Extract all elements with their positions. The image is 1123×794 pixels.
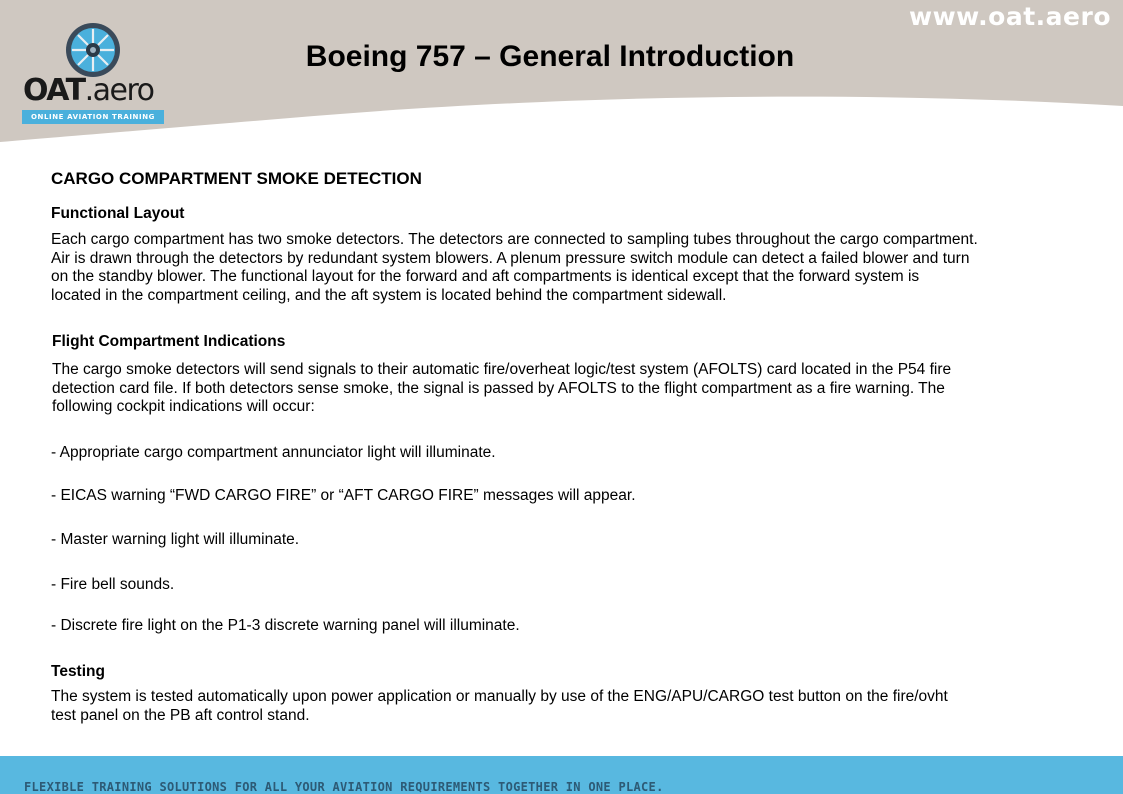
flight-compartment-heading: Flight Compartment Indications	[52, 333, 286, 350]
paragraph-line: detection card file. If both detectors sense smoke, the signal is passed by AFOLTS to the flight compartment as a fire warning. The	[52, 379, 945, 397]
indication-item: - EICAS warning “FWD CARGO FIRE” or “AFT CARGO FIRE” messages will appear.	[51, 487, 636, 504]
functional-layout-paragraph	[51, 231, 1081, 305]
testing-paragraph	[51, 688, 1081, 725]
indication-item: - Discrete fire light on the P1-3 discrete warning panel will illuminate.	[51, 617, 520, 634]
section-title: CARGO COMPARTMENT SMOKE DETECTION	[51, 169, 422, 188]
logo-wordmark	[23, 74, 153, 108]
site-url[interactable]: www.oat.aero	[908, 2, 1111, 31]
paragraph-line: The cargo smoke detectors will send signals to their automatic fire/overheat logic/test system (AFOLTS) card located in the P54 fire	[52, 361, 952, 378]
paragraph-line: on the standby blower. The functional layout for the forward and aft compartments is identical except that the forward system is	[51, 268, 920, 285]
page-title: Boeing 757 – General Introduction	[305, 40, 795, 73]
functional-layout-heading: Functional Layout	[51, 205, 185, 222]
paragraph-line: Air is drawn through the detectors by redundant system blowers. A plenum pressure switch module can detect a failed blower and turn	[51, 249, 970, 267]
paragraph-line: test panel on the PB aft control stand.	[51, 706, 310, 724]
flight-compartment-paragraph	[52, 361, 1082, 417]
paragraph-line: following cockpit indications will occur:	[52, 398, 315, 415]
indication-item: - Fire bell sounds.	[51, 576, 175, 593]
indication-item: - Appropriate cargo compartment annunciator light will illuminate.	[51, 444, 496, 461]
oat-aero-logo[interactable]	[20, 22, 170, 130]
logo-brand-light: .aero	[84, 73, 154, 108]
footer-band	[0, 756, 1123, 794]
logo-brand-bold: OAT	[23, 73, 85, 108]
logo-tagline: ONLINE AVIATION TRAINING	[22, 110, 164, 124]
paragraph-line: Each cargo compartment has two smoke detectors. The detectors are connected to sampling tubes throughout the cargo compartment.	[51, 231, 978, 248]
testing-heading: Testing	[51, 663, 105, 680]
footer-tagline: FLEXIBLE TRAINING SOLUTIONS FOR ALL YOUR AVIATION REQUIREMENTS TOGETHER IN ONE PLACE.	[24, 780, 664, 794]
paragraph-line: located in the compartment ceiling, and the aft system is located behind the compartment sidewall.	[51, 286, 727, 304]
indication-item: - Master warning light will illuminate.	[51, 531, 300, 548]
paragraph-line: The system is tested automatically upon power application or manually by use of the ENG/APU/CARGO test button on the fire/ovht	[51, 688, 948, 705]
